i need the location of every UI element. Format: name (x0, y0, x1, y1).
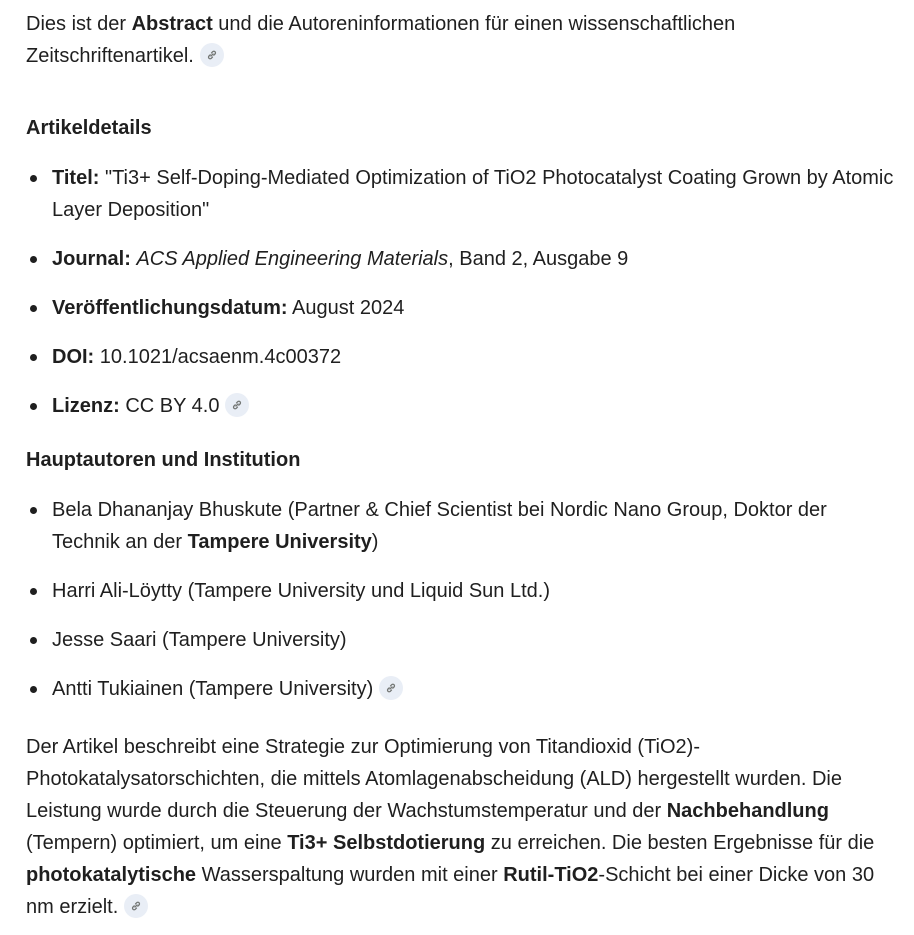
source-link-button[interactable] (124, 894, 148, 918)
author-item: Jesse Saari (Tampere University) (26, 624, 896, 656)
link-icon (231, 399, 243, 411)
source-link-button[interactable] (379, 676, 403, 700)
link-icon (206, 49, 218, 61)
detail-license: Lizenz: CC BY 4.0 (26, 390, 896, 422)
source-link-button[interactable] (225, 393, 249, 417)
author-item: Harri Ali-Löytty (Tampere University und Liquid Sun Ltd.) (26, 575, 896, 607)
author-item: Bela Dhananjay Bhuskute (Partner & Chief Scientist bei Nordic Nano Group, Doktor der Technik an der Tampere University) (26, 494, 896, 558)
detail-title: Titel: "Ti3+ Self-Doping-Mediated Optimization of TiO2 Photocatalyst Coating Grown by Atomic Layer Deposition" (26, 162, 896, 226)
link-icon (130, 900, 142, 912)
intro-paragraph: Dies ist der Abstract und die Autoreninformationen für einen wissenschaftlichen Zeitschriftenartikel. (26, 13, 736, 67)
article-details-heading: Artikeldetails (26, 117, 152, 139)
detail-journal: Journal: ACS Applied Engineering Materials, Band 2, Ausgabe 9 (26, 243, 896, 275)
link-icon (385, 682, 397, 694)
article-details-list (26, 162, 896, 422)
detail-doi: DOI: 10.1021/acsaenm.4c00372 (26, 341, 896, 373)
authors-list (26, 494, 896, 705)
response-content (26, 8, 896, 923)
author-item: Antti Tukiainen (Tampere University) (26, 673, 896, 705)
authors-heading: Hauptautoren und Institution (26, 449, 301, 471)
summary-paragraph: Der Artikel beschreibt eine Strategie zur Optimierung von Titandioxid (TiO2)-Photokatalysatorschichten, die mittels Atomlagenabscheidung (ALD) hergestellt wurden. Die Leistung wurde durch die Steuerung der Wachstumstemperatur und der Nachbehandlung (Tempern) optimiert, um eine Ti3+ Selbstdotierung zu erreichen. Die besten Ergebnisse für die photokatalytische Wasserspaltung wurden mit einer Rutil-TiO2-Schicht bei einer Dicke von 30 nm erzielt. (26, 736, 875, 918)
detail-date: Veröffentlichungsdatum: August 2024 (26, 292, 896, 324)
source-link-button[interactable] (200, 43, 224, 67)
